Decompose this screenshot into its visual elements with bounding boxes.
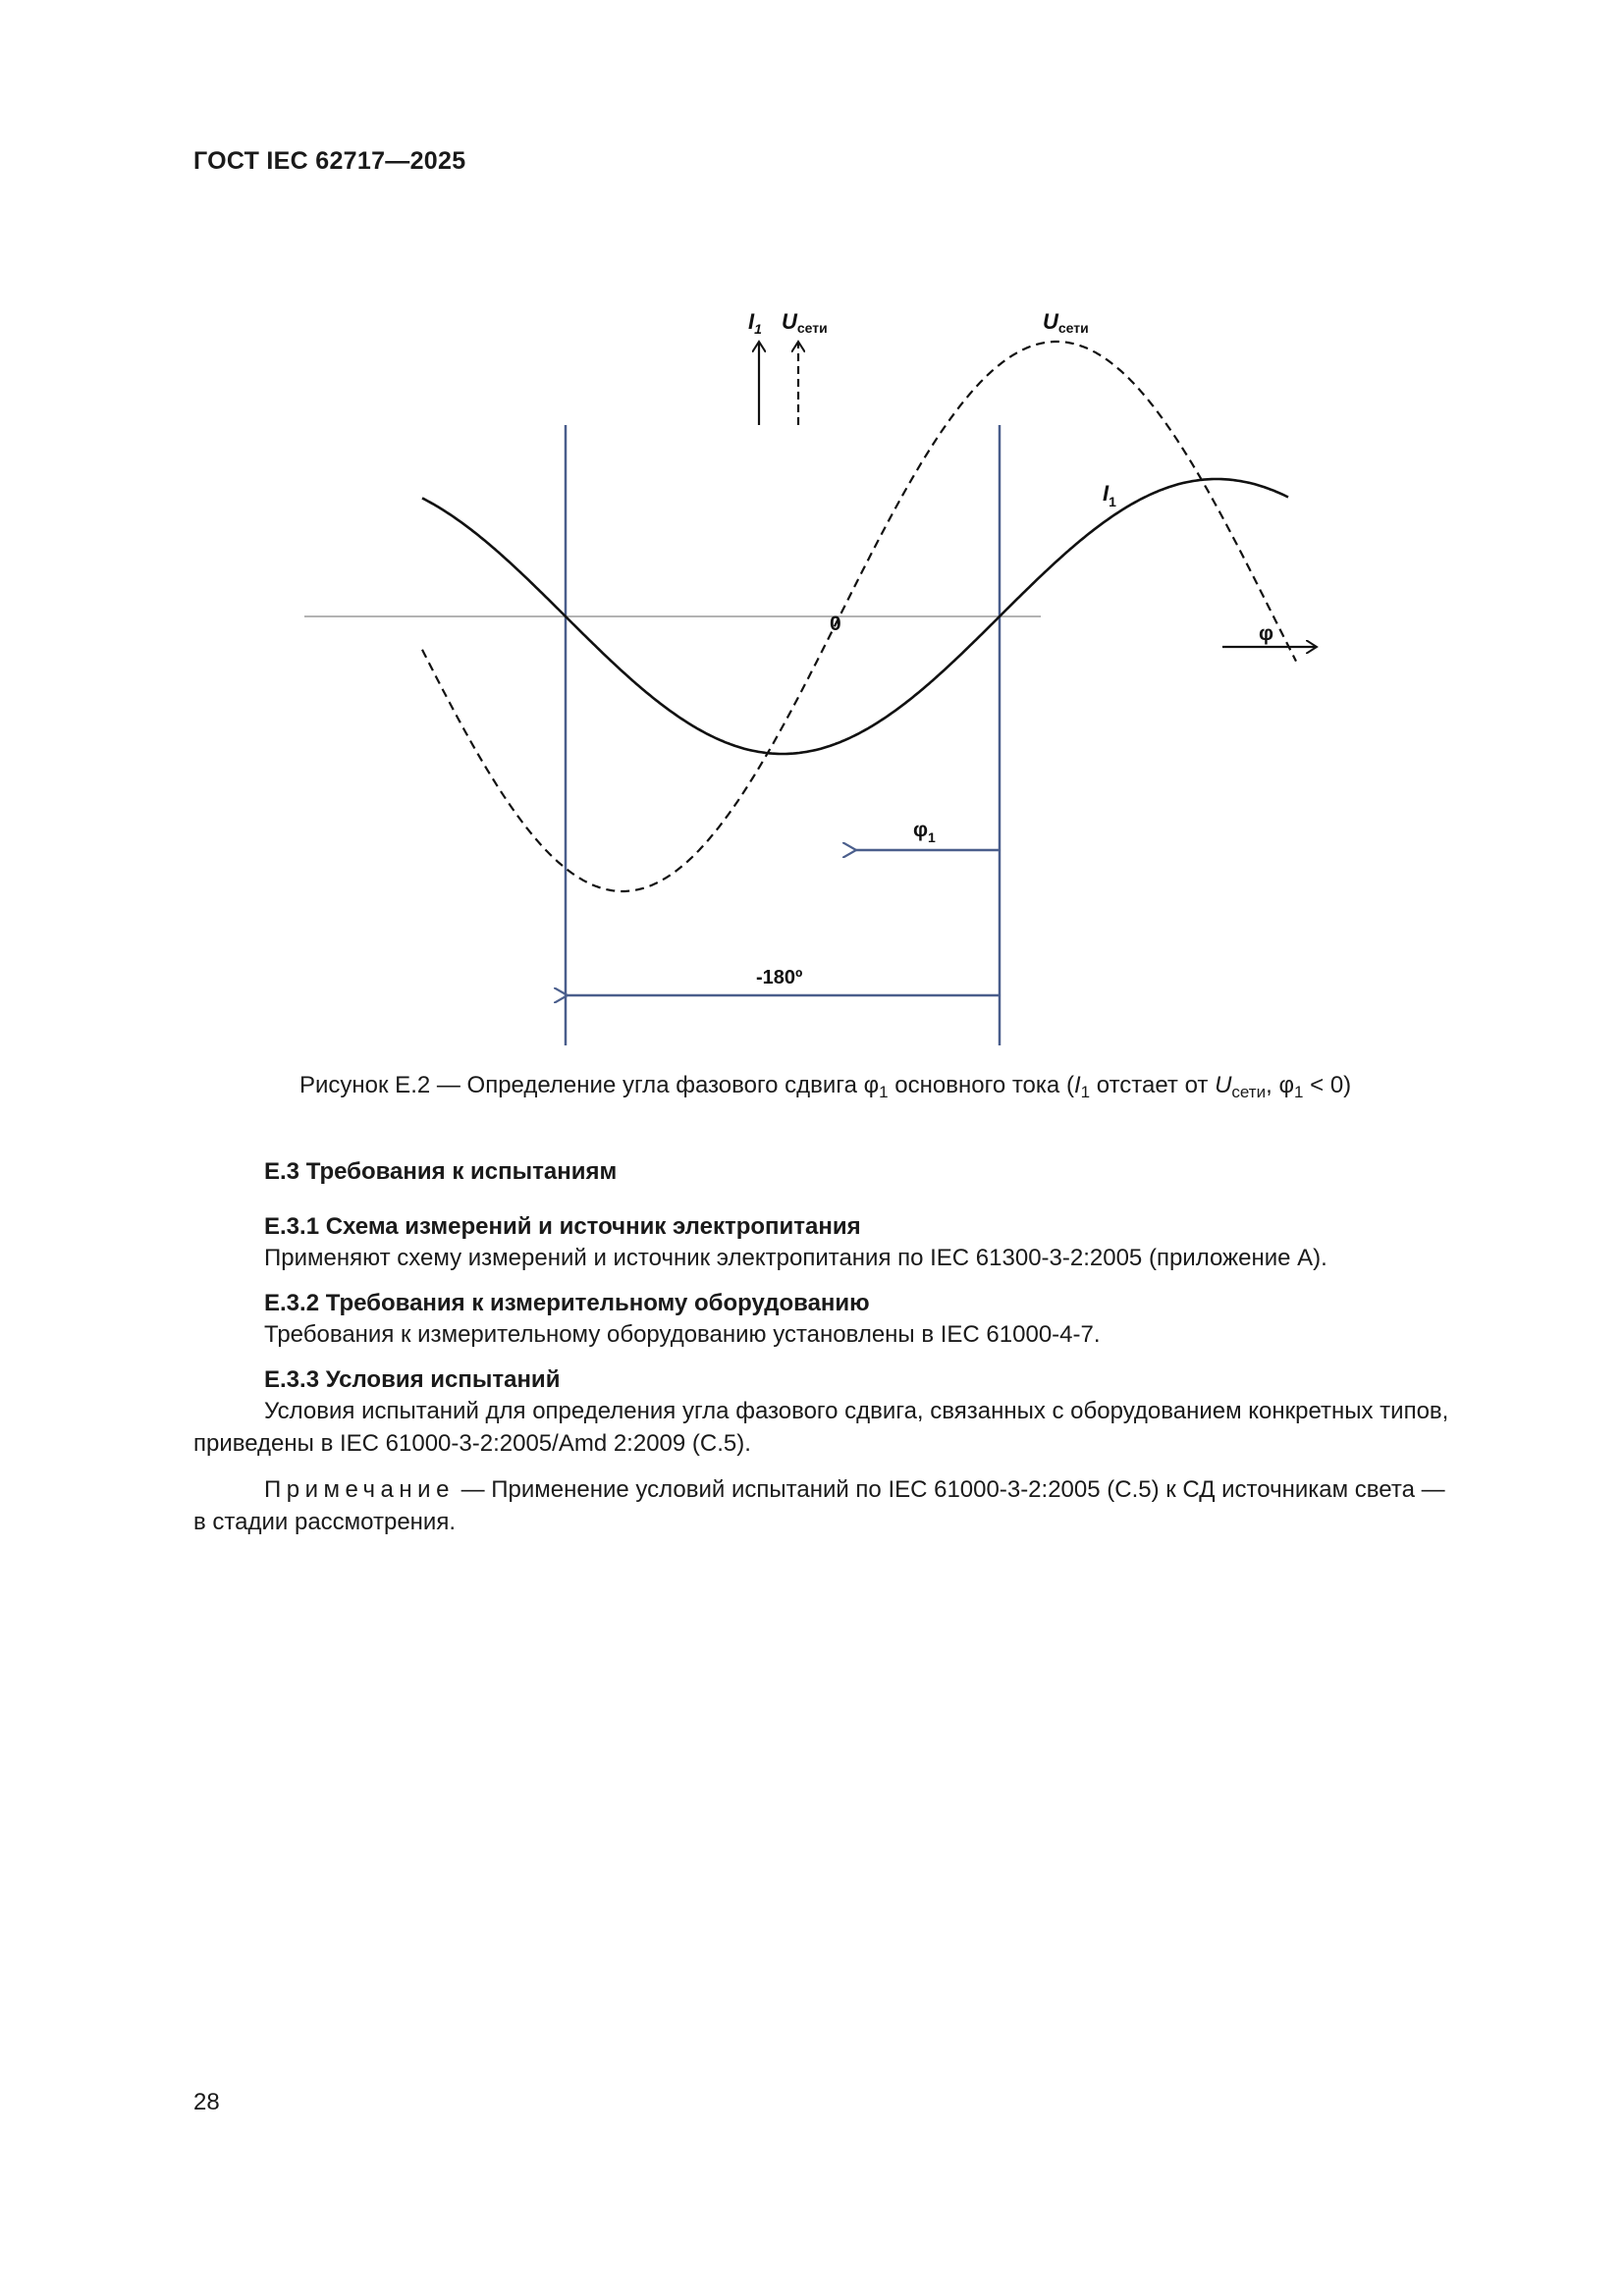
- section-e33-title: Е.3.3 Условия испытаний: [264, 1366, 561, 1393]
- note-line2: в стадии рассмотрения.: [193, 1509, 456, 1535]
- note-text: — Применение условий испытаний по IEC 61000-3-2:2005 (С.5) к СД источникам света —: [454, 1476, 1445, 1503]
- section-e33-text-line2: приведены в IEC 61000-3-2:2005/Amd 2:2009 (С.5).: [193, 1430, 751, 1457]
- phi1-label: $\varphi_1$: [913, 819, 936, 845]
- i1-curve-label: $I_1$: [1103, 481, 1116, 509]
- minus180-label: -180º: [756, 967, 803, 988]
- i1-top-label: $I_1$: [748, 309, 762, 337]
- u-curve-label: Uсети: [1043, 309, 1089, 336]
- section-e32-title: Е.3.2 Требования к измерительному оборудованию: [264, 1290, 870, 1316]
- section-e32-text: Требования к измерительному оборудованию установлены в IEC 61000-4-7.: [264, 1321, 1101, 1348]
- section-e33-text-line1: Условия испытаний для определения угла фазового сдвига, связанных с оборудованием конкретных типов,: [264, 1398, 1449, 1424]
- section-e31-title: Е.3.1 Схема измерений и источник электропитания: [264, 1213, 861, 1240]
- page-number: 28: [193, 2089, 220, 2115]
- figure-caption: Рисунок Е.2 — Определение угла фазового сдвига $\varphi_1$ основного тока ($I_1$ отстает от $U_{сети}$, $\varphi_1 < 0$): [299, 1072, 1352, 1101]
- zero-label: 0: [830, 613, 841, 635]
- u-top-label: Uсети: [782, 309, 828, 336]
- section-e3-title: Е.3 Требования к испытаниям: [264, 1158, 618, 1185]
- document-header: ГОСТ IEC 62717—2025: [193, 147, 466, 175]
- phase-shift-figure: [0, 0, 1624, 1060]
- note-line1: [264, 1476, 1445, 1504]
- note-lead: Примечание: [264, 1476, 455, 1503]
- phi-axis-label: φ: [1259, 622, 1274, 645]
- section-e31-text: Применяют схему измерений и источник электропитания по IEC 61300-3-2:2005 (приложение А).: [264, 1245, 1327, 1271]
